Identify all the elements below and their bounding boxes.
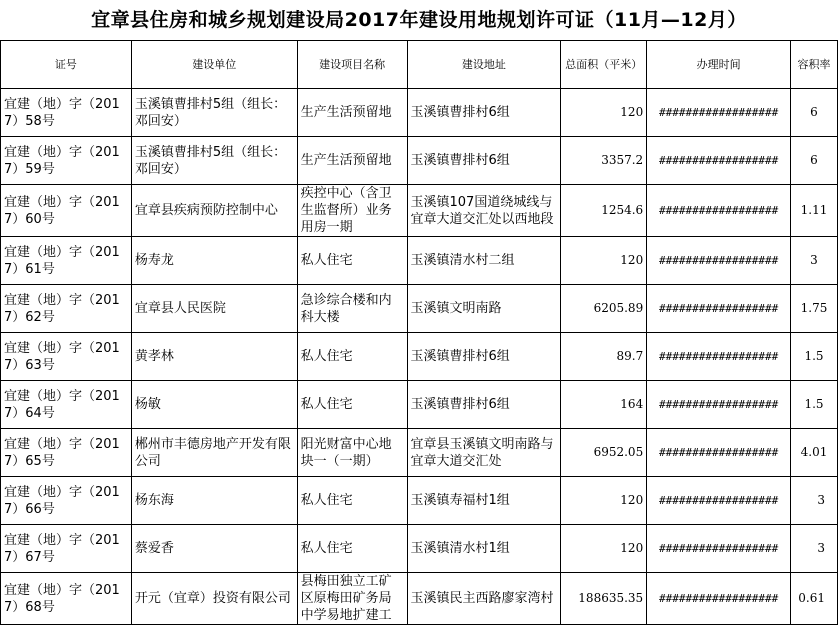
cell-permit-no-text: 宜建（地）字（2017）58号	[4, 96, 120, 129]
cell-project	[297, 333, 407, 381]
cell-unit	[131, 185, 297, 237]
cell-area	[561, 185, 647, 237]
cell-area	[561, 333, 647, 381]
cell-unit	[131, 285, 297, 333]
cell-area	[561, 137, 647, 185]
header-address: 建设地址	[407, 41, 561, 89]
cell-far-text: 4.01	[800, 445, 828, 459]
cell-far-text: 1.5	[804, 397, 824, 411]
cell-date	[647, 381, 791, 429]
cell-project	[297, 89, 407, 137]
cell-area-text: 89.7	[616, 349, 644, 363]
header-area: 总面积（平米）	[561, 41, 647, 89]
cell-far-text: 0.61	[798, 591, 825, 605]
cell-unit-text: 郴州市丰德房地产开发有限公司	[134, 436, 291, 469]
cell-area	[561, 381, 647, 429]
cell-area-text: 6205.89	[593, 301, 644, 315]
cell-date	[647, 89, 791, 137]
cell-permit-no	[1, 285, 132, 333]
cell-far-text: 6	[810, 153, 818, 167]
cell-project-text: 私人住宅	[300, 349, 353, 364]
cell-unit-text: 玉溪镇曹排村5组（组长：邓回安）	[134, 144, 287, 177]
cell-unit-text: 杨敏	[134, 397, 161, 412]
cell-area	[561, 285, 647, 333]
cell-far	[791, 237, 838, 285]
cell-unit	[131, 573, 297, 625]
cell-address	[407, 573, 561, 625]
table-row	[1, 89, 838, 137]
cell-far	[791, 525, 838, 573]
table-row	[1, 285, 838, 333]
cell-project	[297, 185, 407, 237]
cell-unit	[131, 429, 297, 477]
cell-area	[561, 477, 647, 525]
cell-far	[791, 573, 838, 625]
cell-far	[791, 381, 838, 429]
cell-project	[297, 285, 407, 333]
cell-project-text: 私人住宅	[300, 541, 353, 556]
cell-date-text: ##################	[658, 398, 779, 411]
table-row	[1, 333, 838, 381]
cell-date-text: ##################	[658, 254, 779, 267]
cell-far-text: 1.75	[800, 301, 828, 315]
cell-date	[647, 429, 791, 477]
cell-unit-text: 杨寿龙	[134, 253, 174, 268]
cell-project	[297, 237, 407, 285]
cell-address-text: 玉溪镇曹排村6组	[410, 397, 510, 412]
cell-unit	[131, 137, 297, 185]
cell-permit-no-text: 宜建（地）字（2017）63号	[4, 340, 120, 373]
cell-permit-no	[1, 185, 132, 237]
cell-date	[647, 185, 791, 237]
header-permit-no: 证号	[1, 41, 132, 89]
cell-address	[407, 477, 561, 525]
cell-unit-text: 玉溪镇曹排村5组（组长：邓回安）	[134, 96, 287, 129]
cell-address-text: 玉溪镇文明南路	[410, 301, 502, 316]
cell-date	[647, 285, 791, 333]
cell-date	[647, 333, 791, 381]
header-project: 建设项目名称	[297, 41, 407, 89]
cell-date	[647, 237, 791, 285]
cell-unit-text: 宜章县疾病预防控制中心	[134, 203, 278, 218]
cell-address	[407, 429, 561, 477]
header-far: 容积率	[791, 41, 838, 89]
cell-address-text: 玉溪镇民主西路廖家湾村	[410, 591, 554, 606]
cell-project	[297, 477, 407, 525]
cell-area-text: 188635.35	[578, 591, 644, 605]
cell-project-text: 阳光财富中心地块一（一期）	[300, 436, 392, 469]
cell-date-text: ##################	[658, 204, 779, 217]
cell-permit-no	[1, 89, 132, 137]
cell-permit-no-text: 宜建（地）字（2017）59号	[4, 144, 120, 177]
cell-project-text: 生产生活预留地	[300, 105, 392, 120]
cell-project	[297, 525, 407, 573]
cell-address-text: 玉溪镇曹排村6组	[410, 349, 510, 364]
cell-far	[791, 185, 838, 237]
cell-project	[297, 429, 407, 477]
cell-date	[647, 477, 791, 525]
cell-unit-text: 蔡爱香	[134, 541, 174, 556]
table-row	[1, 381, 838, 429]
cell-area-text: 3357.2	[601, 153, 644, 167]
cell-address-text: 玉溪镇清水村1组	[410, 541, 510, 556]
cell-area	[561, 237, 647, 285]
cell-permit-no	[1, 381, 132, 429]
cell-area	[561, 89, 647, 137]
cell-permit-no-text: 宜建（地）字（2017）65号	[4, 436, 120, 469]
cell-address	[407, 285, 561, 333]
cell-unit	[131, 381, 297, 429]
table-header-row	[1, 41, 838, 89]
cell-unit	[131, 89, 297, 137]
cell-address-text: 玉溪镇107国道绕城线与宜章大道交汇处以西地段	[410, 194, 554, 227]
cell-area-text: 1254.6	[601, 203, 644, 217]
cell-permit-no	[1, 477, 132, 525]
cell-area	[561, 573, 647, 625]
cell-address-text: 玉溪镇寿福村1组	[410, 493, 510, 508]
header-date: 办理时间	[647, 41, 791, 89]
cell-project	[297, 137, 407, 185]
table-row	[1, 429, 838, 477]
table-row	[1, 237, 838, 285]
cell-area-text: 120	[620, 253, 644, 267]
cell-project-text: 县梅田独立工矿区原梅田矿务局中学易地扩建工	[300, 574, 392, 623]
cell-project-text: 私人住宅	[300, 493, 353, 508]
cell-far	[791, 429, 838, 477]
cell-unit	[131, 525, 297, 573]
cell-permit-no-text: 宜建（地）字（2017）62号	[4, 292, 120, 325]
cell-permit-no	[1, 573, 132, 625]
cell-far	[791, 285, 838, 333]
cell-date-text: ##################	[658, 494, 779, 507]
cell-project-text: 私人住宅	[300, 253, 353, 268]
cell-area-text: 120	[620, 541, 644, 555]
cell-address	[407, 525, 561, 573]
permit-table	[0, 40, 838, 625]
cell-far	[791, 137, 838, 185]
cell-permit-no	[1, 429, 132, 477]
cell-permit-no-text: 宜建（地）字（2017）60号	[4, 194, 120, 227]
cell-unit-text: 杨东海	[134, 493, 174, 508]
cell-project-text: 生产生活预留地	[300, 153, 392, 168]
cell-address-text: 玉溪镇清水村二组	[410, 253, 515, 268]
cell-address	[407, 333, 561, 381]
cell-permit-no-text: 宜建（地）字（2017）66号	[4, 484, 120, 517]
cell-project	[297, 381, 407, 429]
table-row	[1, 525, 838, 573]
cell-date-text: ##################	[658, 592, 779, 605]
cell-area-text: 120	[620, 105, 644, 119]
page-title: 宜章县住房和城乡规划建设局2017年建设用地规划许可证（11月—12月）	[91, 9, 747, 31]
cell-unit-text: 开元（宜章）投资有限公司	[134, 591, 291, 606]
cell-date-text: ##################	[658, 154, 779, 167]
cell-far-text: 6	[810, 105, 818, 119]
cell-far-text: 3	[817, 541, 825, 555]
cell-unit	[131, 477, 297, 525]
cell-permit-no	[1, 333, 132, 381]
cell-area-text: 6952.05	[593, 445, 644, 459]
cell-far-text: 3	[810, 253, 818, 267]
cell-unit-text: 黄孝林	[134, 349, 174, 364]
cell-permit-no-text: 宜建（地）字（2017）68号	[4, 582, 120, 615]
cell-far	[791, 333, 838, 381]
cell-address-text: 玉溪镇曹排村6组	[410, 153, 510, 168]
cell-permit-no	[1, 237, 132, 285]
cell-address	[407, 237, 561, 285]
cell-far-text: 3	[817, 493, 825, 507]
cell-date-text: ##################	[658, 350, 779, 363]
cell-address-text: 宜章县玉溪镇文明南路与宜章大道交汇处	[410, 436, 554, 469]
cell-date-text: ##################	[658, 106, 779, 119]
cell-area-text: 164	[620, 397, 644, 411]
cell-date-text: ##################	[658, 542, 779, 555]
cell-far-text: 1.11	[800, 203, 828, 217]
cell-area-text: 120	[620, 493, 644, 507]
cell-project	[297, 573, 407, 625]
cell-project-text: 疾控中心（含卫生监督所）业务用房一期	[300, 186, 392, 235]
cell-unit-text: 宜章县人民医院	[134, 301, 226, 316]
cell-address	[407, 185, 561, 237]
table-row	[1, 573, 838, 625]
cell-address-text: 玉溪镇曹排村6组	[410, 105, 510, 120]
cell-far	[791, 89, 838, 137]
cell-permit-no-text: 宜建（地）字（2017）67号	[4, 532, 120, 565]
cell-address	[407, 89, 561, 137]
cell-date-text: ##################	[658, 446, 779, 459]
cell-date	[647, 525, 791, 573]
cell-project-text: 急诊综合楼和内科大楼	[300, 292, 392, 325]
table-row	[1, 137, 838, 185]
cell-address	[407, 137, 561, 185]
cell-area	[561, 525, 647, 573]
cell-date	[647, 573, 791, 625]
cell-far-text: 1.5	[804, 349, 824, 363]
cell-date	[647, 137, 791, 185]
table-row	[1, 477, 838, 525]
cell-permit-no-text: 宜建（地）字（2017）61号	[4, 244, 120, 277]
cell-unit	[131, 333, 297, 381]
cell-address	[407, 381, 561, 429]
cell-date-text: ##################	[658, 302, 779, 315]
header-unit: 建设单位	[131, 41, 297, 89]
cell-far	[791, 477, 838, 525]
cell-unit	[131, 237, 297, 285]
cell-area	[561, 429, 647, 477]
table-row	[1, 185, 838, 237]
cell-project-text: 私人住宅	[300, 397, 353, 412]
cell-permit-no	[1, 525, 132, 573]
cell-permit-no-text: 宜建（地）字（2017）64号	[4, 388, 120, 421]
cell-permit-no	[1, 137, 132, 185]
